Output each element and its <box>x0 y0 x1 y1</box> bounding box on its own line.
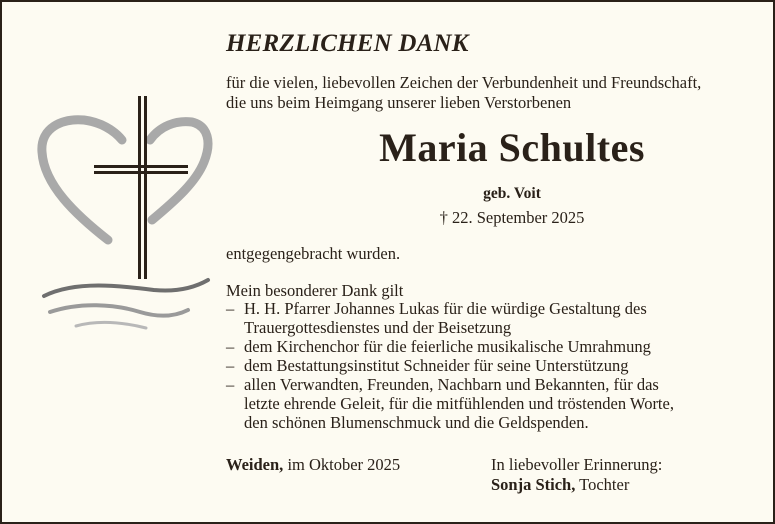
after-name-text: entgegengebracht wurden. <box>226 244 401 263</box>
list-dash: – <box>226 299 235 318</box>
thanks-item-line: dem Kirchenchor für die feierliche musikalische Umrahmung <box>244 337 651 356</box>
thanks-item-line: H. H. Pfarrer Johannes Lukas für die würdige Gestaltung des <box>244 299 647 318</box>
maiden-name: geb. Voit <box>483 185 541 202</box>
thanks-item-line: Trauergottesdienstes und der Beisetzung <box>244 318 512 337</box>
thanks-item <box>226 337 674 356</box>
death-date: † 22. September 2025 <box>439 208 585 227</box>
signer-relation: Tochter <box>575 475 630 494</box>
memorial-artwork <box>36 90 216 340</box>
thanks-intro: Mein besonderer Dank gilt <box>226 281 404 300</box>
list-dash: – <box>226 356 235 375</box>
notice-date: im Oktober 2025 <box>283 455 401 474</box>
signature-block <box>491 455 662 495</box>
waves-icon <box>44 280 208 328</box>
signature-label: In liebevoller Erinnerung: <box>491 455 663 474</box>
list-dash: – <box>226 375 235 394</box>
thanks-item-line: letzte ehrende Geleit, für die mitfühlenden und tröstenden Worte, <box>244 394 674 413</box>
heart-icon <box>42 120 208 240</box>
signature-line <box>491 475 662 495</box>
place-date <box>226 455 400 475</box>
thanks-item <box>226 356 674 375</box>
list-dash: – <box>226 337 235 356</box>
thanks-item <box>226 299 674 337</box>
place-city: Weiden, <box>226 455 284 474</box>
deceased-name: Maria Schultes <box>379 125 645 170</box>
intro-text <box>226 73 701 113</box>
intro-line: für die vielen, liebevollen Zeichen der Verbundenheit und Freundschaft, <box>226 73 702 92</box>
thanks-item <box>226 375 674 432</box>
thanks-list <box>226 299 674 432</box>
intro-line: die uns beim Heimgang unserer lieben Verstorbenen <box>226 93 572 112</box>
thanks-item-line: den schönen Blumenschmuck und die Geldspenden. <box>244 413 589 432</box>
notice-heading: HERZLICHEN DANK <box>226 30 469 57</box>
thanks-item-line: dem Bestattungsinstitut Schneider für seine Unterstützung <box>244 356 629 375</box>
signer-name: Sonja Stich, <box>491 475 576 494</box>
thanks-item-line: allen Verwandten, Freunden, Nachbarn und Bekannten, für das <box>244 375 659 394</box>
